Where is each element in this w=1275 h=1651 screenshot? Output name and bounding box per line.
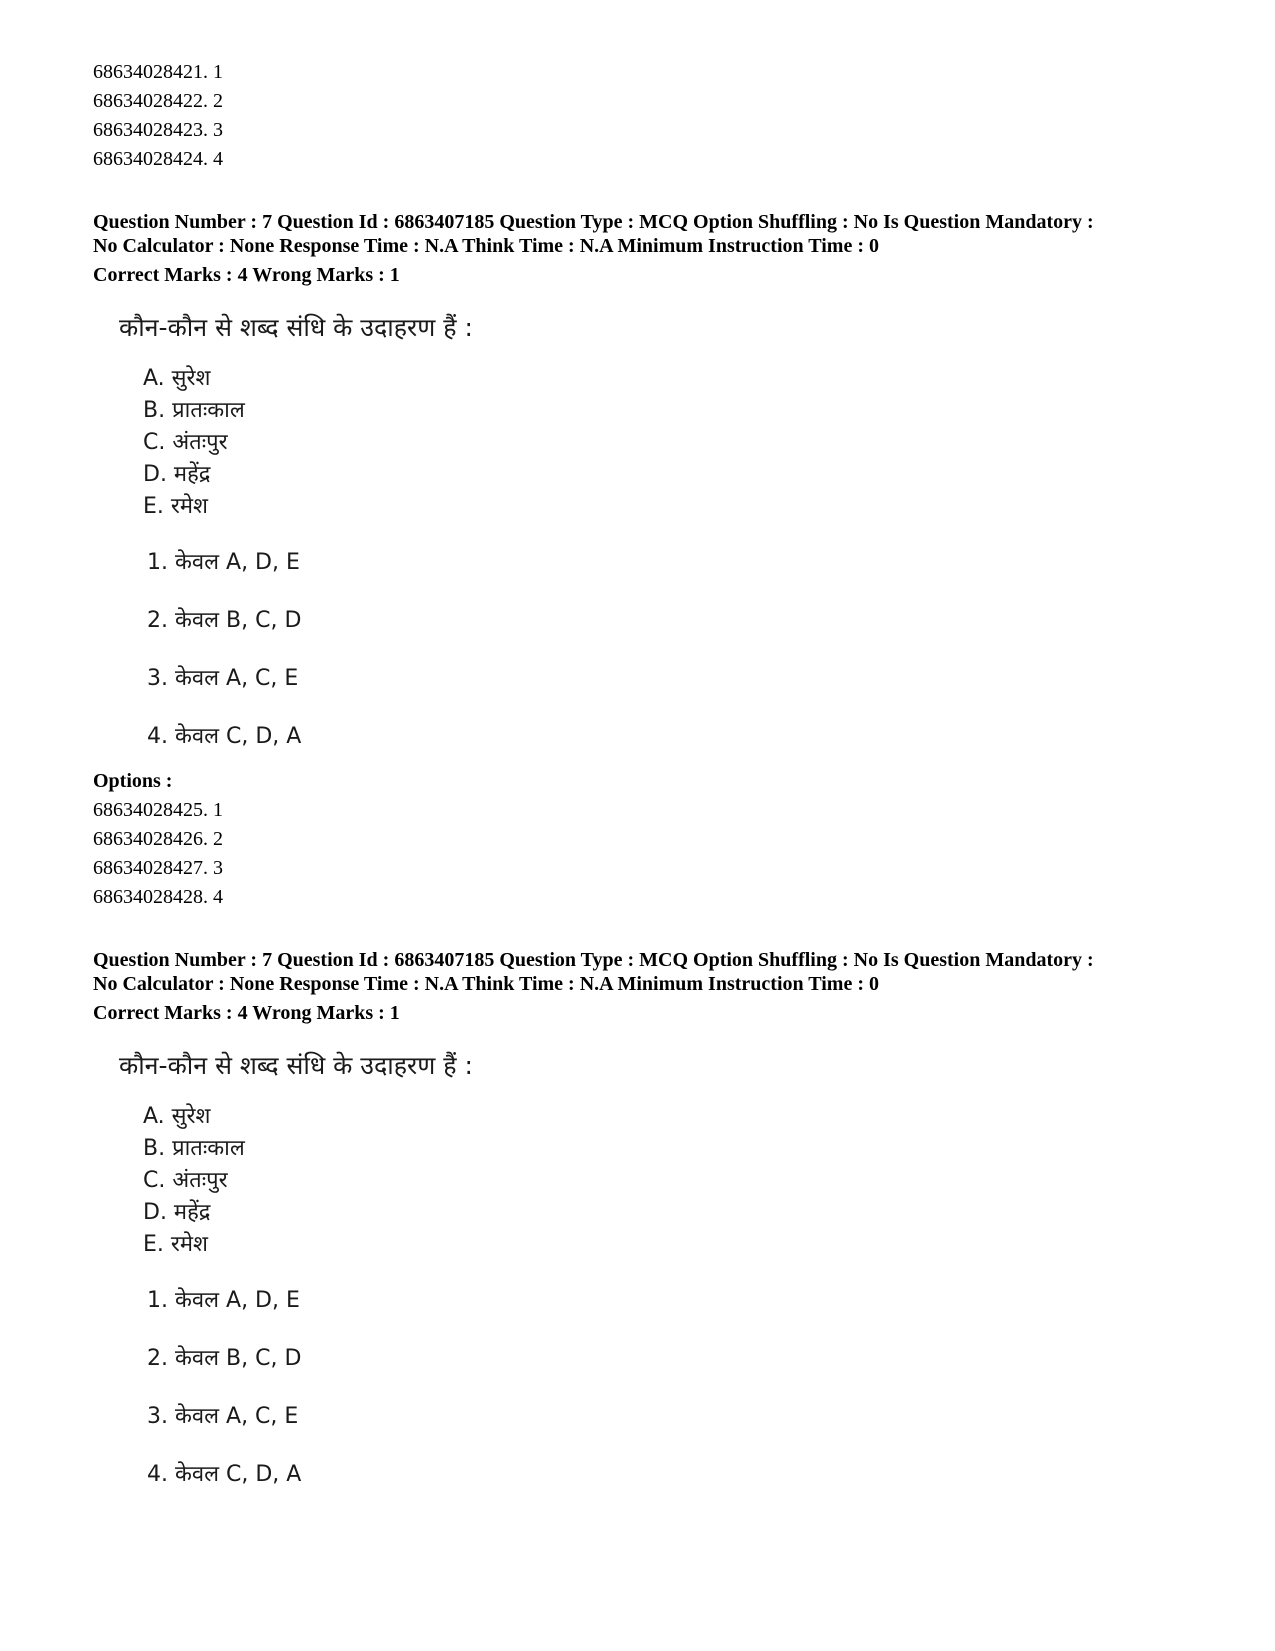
- question-statement: C. अंतःपुर: [143, 430, 228, 455]
- question-block: [93, 210, 1213, 912]
- question-statement: D. महेंद्र: [143, 1200, 211, 1225]
- answer-choice: 2. केवल B, C, D: [147, 1346, 302, 1371]
- question-statement: B. प्रातःकाल: [143, 1136, 245, 1161]
- question-statement: B. प्रातःकाल: [143, 398, 245, 423]
- option-id-line: 68634028428. 4: [93, 886, 223, 908]
- question-meta: [93, 948, 1213, 996]
- question-content-image: [119, 311, 1213, 771]
- option-id-line: 68634028422. 2: [93, 90, 223, 112]
- answer-choice: 4. केवल C, D, A: [147, 724, 302, 749]
- option-id-line: 68634028421. 1: [93, 61, 223, 83]
- answer-choice: 3. केवल A, C, E: [147, 1404, 299, 1429]
- option-id-line: 68634028425. 1: [93, 799, 223, 821]
- option-id-line: 68634028426. 2: [93, 828, 223, 850]
- question-meta: [93, 210, 1213, 258]
- previous-options-list: [93, 58, 1213, 174]
- answer-choice-list: [147, 547, 1213, 753]
- question-statement-list: [143, 363, 1213, 523]
- question-stem: कौन-कौन से शब्द संधि के उदाहरण हैं :: [119, 1051, 473, 1080]
- question-stem: कौन-कौन से शब्द संधि के उदाहरण हैं :: [119, 313, 473, 342]
- option-id-line: 68634028423. 3: [93, 119, 223, 141]
- answer-choice-list: [147, 1285, 1213, 1491]
- option-id-line: 68634028424. 4: [93, 148, 223, 170]
- document-page: [93, 58, 1213, 1509]
- options-heading: Options :: [93, 770, 173, 792]
- question-statement: D. महेंद्र: [143, 462, 211, 487]
- answer-choice: 4. केवल C, D, A: [147, 1462, 302, 1487]
- answer-choice: 1. केवल A, D, E: [147, 1288, 300, 1313]
- question-statement: E. रमेश: [143, 494, 209, 519]
- question-block: [93, 948, 1213, 1509]
- question-statement: E. रमेश: [143, 1232, 209, 1257]
- options-list: [93, 796, 1213, 912]
- answer-choice: 1. केवल A, D, E: [147, 550, 300, 575]
- question-meta-line: Question Number : 7 Question Id : 6863407185 Question Type : MCQ Option Shuffling : No Is Question Mandatory :: [93, 949, 1094, 971]
- question-statement-list: [143, 1101, 1213, 1261]
- question-meta-line: No Calculator : None Response Time : N.A Think Time : N.A Minimum Instruction Time : 0: [93, 235, 879, 257]
- question-meta-line: Question Number : 7 Question Id : 6863407185 Question Type : MCQ Option Shuffling : No Is Question Mandatory :: [93, 211, 1094, 233]
- question-statement: A. सुरेश: [143, 366, 211, 391]
- question-marks: Correct Marks : 4 Wrong Marks : 1: [93, 1002, 400, 1024]
- question-meta-line: No Calculator : None Response Time : N.A Think Time : N.A Minimum Instruction Time : 0: [93, 973, 879, 995]
- answer-choice: 3. केवल A, C, E: [147, 666, 299, 691]
- question-content-image: [119, 1049, 1213, 1509]
- question-marks: Correct Marks : 4 Wrong Marks : 1: [93, 264, 400, 286]
- question-statement: A. सुरेश: [143, 1104, 211, 1129]
- question-statement: C. अंतःपुर: [143, 1168, 228, 1193]
- option-id-line: 68634028427. 3: [93, 857, 223, 879]
- answer-choice: 2. केवल B, C, D: [147, 608, 302, 633]
